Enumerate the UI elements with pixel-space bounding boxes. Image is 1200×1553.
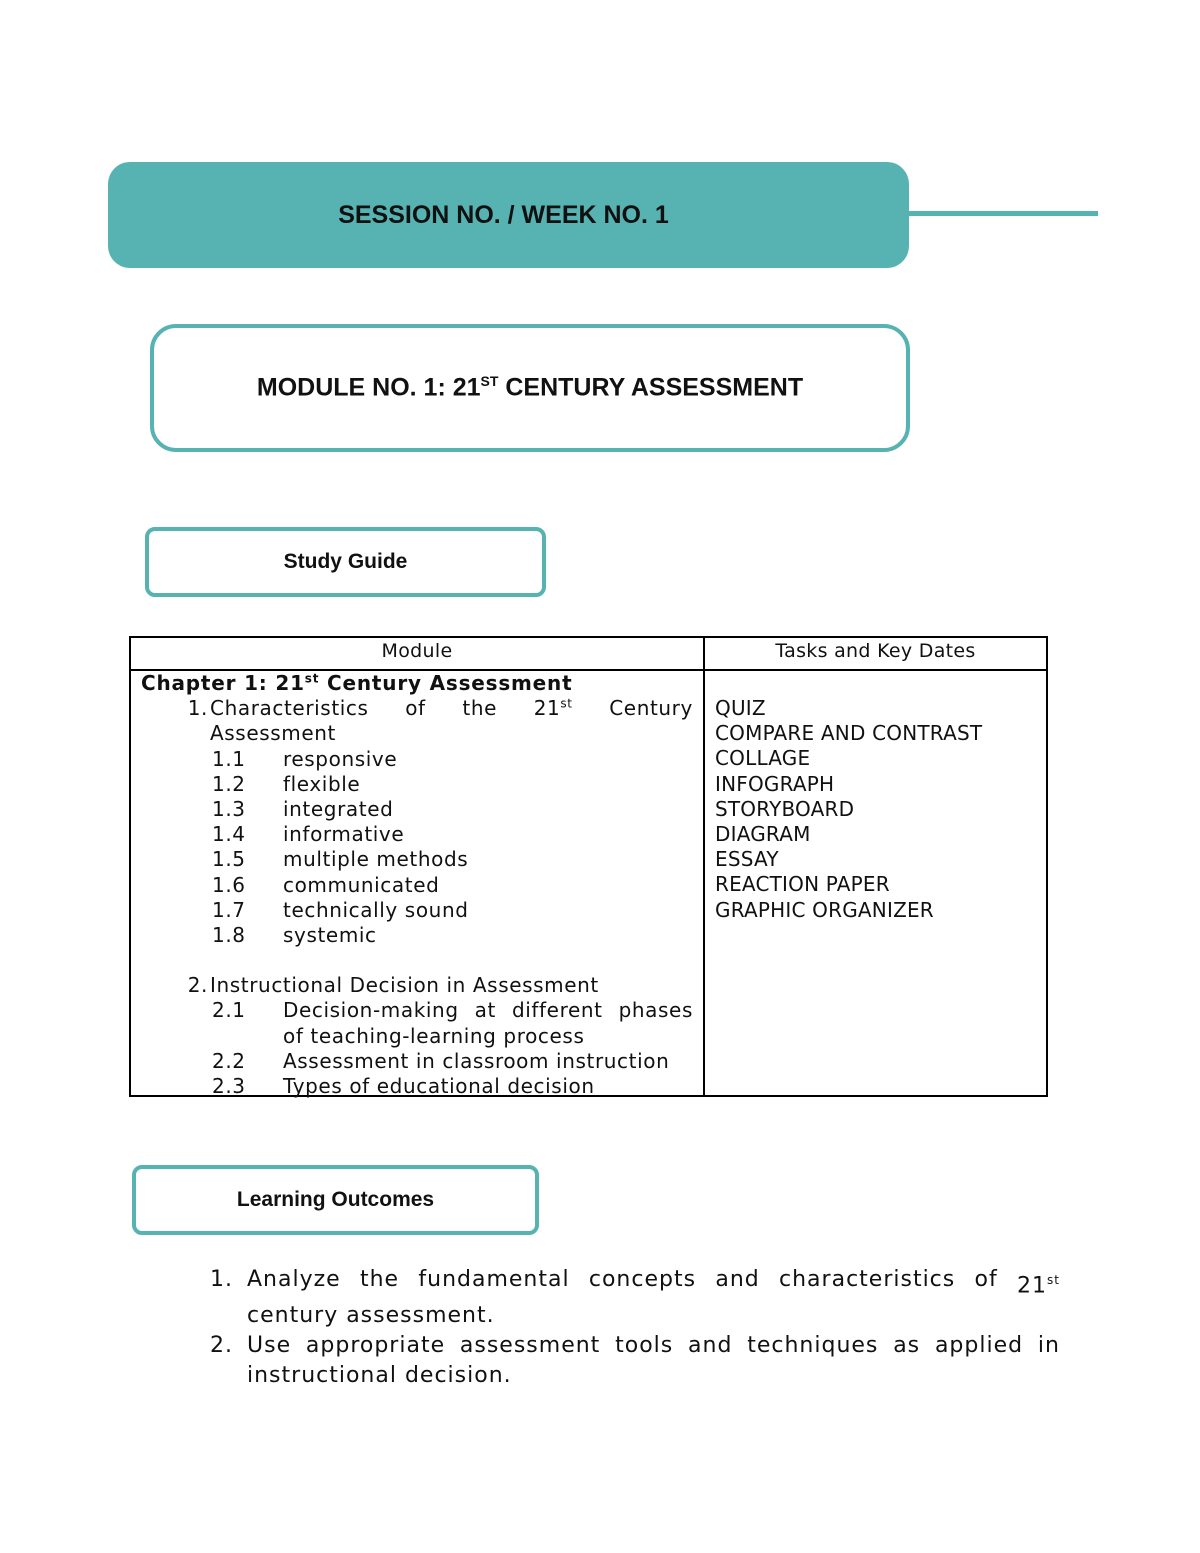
sub-item: 2.2 Assessment in classroom instruction bbox=[212, 1048, 670, 1073]
session-banner-line bbox=[905, 211, 1098, 216]
sub-item: 1.5 multiple methods bbox=[212, 847, 469, 872]
outcome-item: 1. Analyze the fundamental concepts and characteristics of 21st century assessment. bbox=[210, 1267, 1060, 1329]
learning-outcomes-label: Learning Outcomes bbox=[132, 1165, 539, 1235]
module-column bbox=[141, 671, 693, 1099]
chapter-title: Chapter 1: 21st Century Assessment bbox=[141, 671, 573, 695]
sub-item: 2.3 Types of educational decision bbox=[212, 1074, 595, 1099]
module-item: 1. Characteristics of the 21st Century Assessment bbox=[187, 696, 693, 746]
task-item: STORYBOARD bbox=[715, 796, 855, 821]
task-item: REACTION PAPER bbox=[715, 872, 890, 897]
study-guide-table bbox=[129, 636, 1048, 1097]
sub-item: 1.3 integrated bbox=[212, 797, 394, 822]
module-title: MODULE NO. 1: 21ST CENTURY ASSESSMENT bbox=[256, 373, 804, 402]
sub-item: 1.7 technically sound bbox=[212, 897, 469, 922]
learning-outcomes-list bbox=[210, 1265, 1060, 1391]
study-guide-label: Study Guide bbox=[145, 527, 546, 597]
sub-item: 2.1 Decision-making at different phases of teaching-learning process bbox=[212, 998, 693, 1048]
tasks-column bbox=[715, 696, 982, 923]
table-column-divider bbox=[703, 638, 705, 1095]
task-item: DIAGRAM bbox=[715, 822, 811, 847]
module-item: 2. Instructional Decision in Assessment bbox=[187, 973, 599, 998]
session-title: SESSION NO. / WEEK NO. 1 bbox=[338, 200, 669, 229]
table-header-tasks: Tasks and Key Dates bbox=[775, 640, 976, 662]
sub-item: 1.4 informative bbox=[212, 822, 405, 847]
session-banner bbox=[108, 162, 909, 268]
sub-item: 1.2 flexible bbox=[212, 771, 361, 796]
task-item: ESSAY bbox=[715, 847, 779, 872]
module-title-box bbox=[150, 324, 910, 452]
task-item: GRAPHIC ORGANIZER bbox=[715, 897, 934, 922]
table-header-module: Module bbox=[381, 640, 453, 662]
sub-item: 1.8 systemic bbox=[212, 923, 377, 948]
outcome-item: 2. Use appropriate assessment tools and techniques as applied in instructional decision. bbox=[210, 1333, 1060, 1389]
task-item: COMPARE AND CONTRAST bbox=[715, 721, 983, 746]
sub-item: 1.1 responsive bbox=[212, 746, 398, 771]
task-item: INFOGRAPH bbox=[715, 771, 835, 796]
task-item: COLLAGE bbox=[715, 746, 811, 771]
sub-item: 1.6 communicated bbox=[212, 872, 440, 897]
task-item: QUIZ bbox=[715, 696, 766, 720]
